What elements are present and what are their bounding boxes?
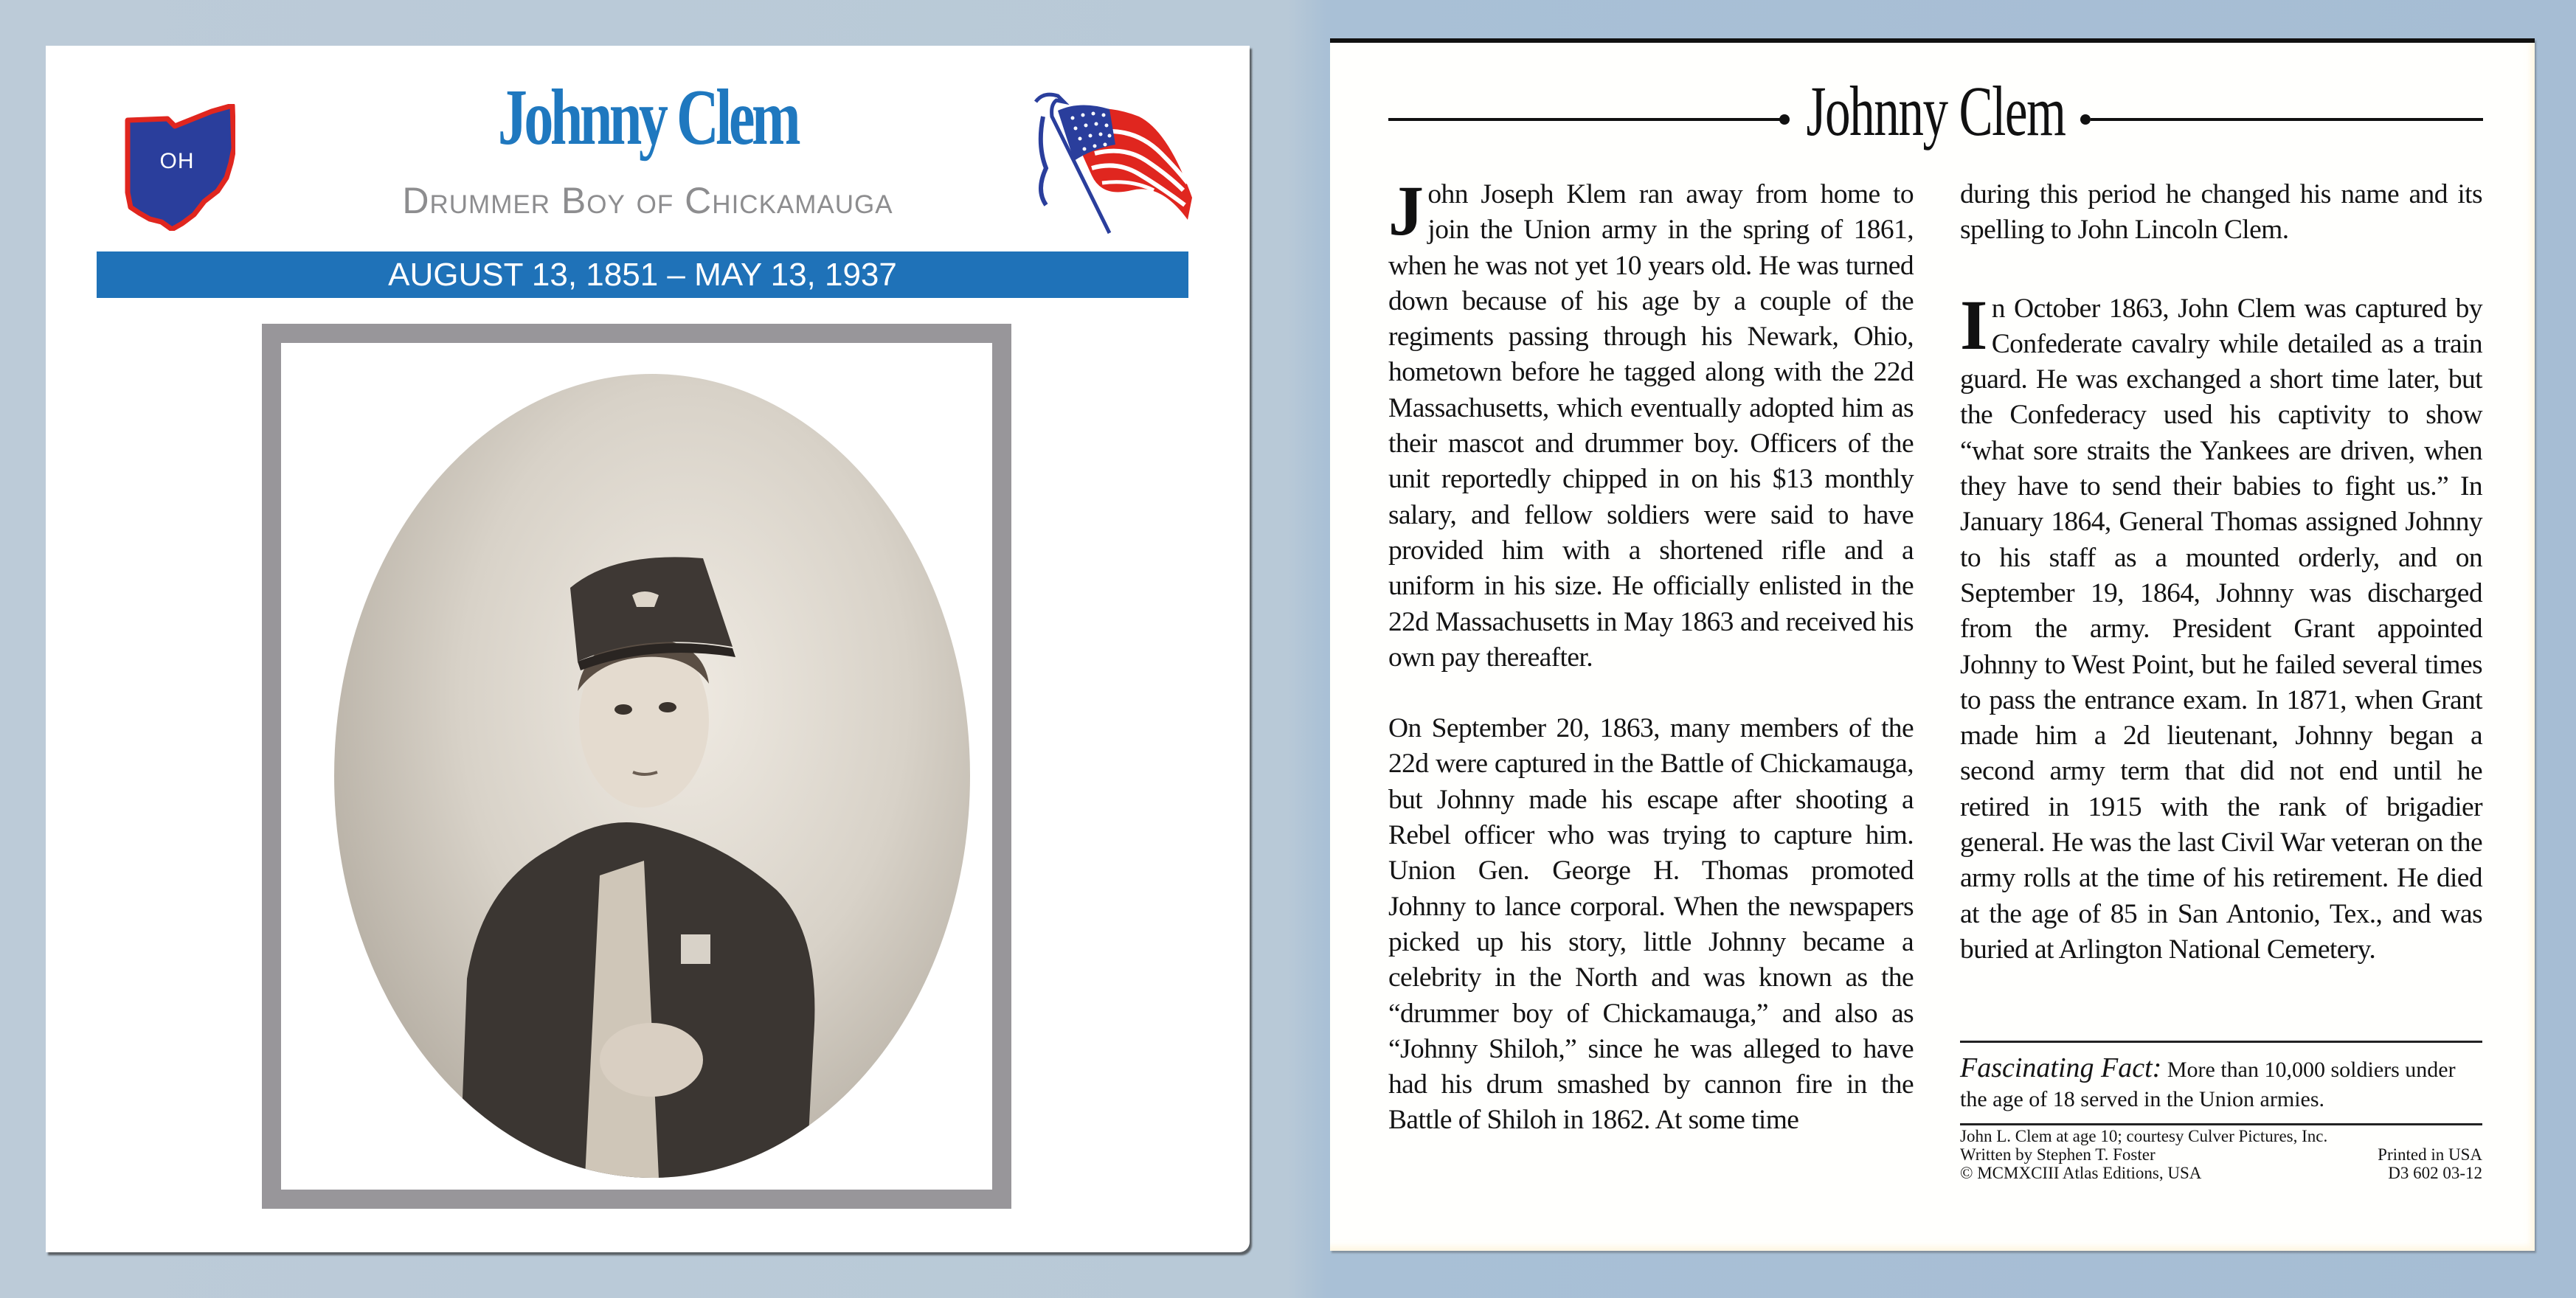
fascinating-fact-box (1960, 1041, 2482, 1125)
portrait-photo (334, 374, 970, 1178)
fact-text: More than 10,000 soldiers under the age of 18 served in the Union armies. (1960, 1058, 2456, 1111)
biography-column-right (1960, 177, 2482, 968)
biography-paragraph (1960, 177, 2482, 249)
biography-column-left (1388, 171, 1914, 1139)
front-subtitle: Drummer Boy of Chickamauga (402, 180, 893, 221)
credits-row (1960, 1145, 2482, 1164)
front-title: Johnny Clem (497, 74, 798, 162)
state-abbreviation: OH (159, 149, 195, 173)
card-code: D3 602 03-12 (2388, 1164, 2482, 1182)
fact-label: Fascinating Fact: (1960, 1052, 2162, 1083)
drop-cap: I (1960, 285, 1987, 364)
paragraph-text: n October 1863, John Clem was captured by Confederate cavalry while detailed as a train guard. He was exchanged a short time later, but the Confederacy used his captivity to show “what sore straits the Yankees are driven, when they have to send their babies to fight us.” In January 1864, General Thomas assigned Johnny to his staff as a mounted orderly, and on September 19, 1864, Johnny was discharged from the army. President Grant appointed Johnny to West Point, but he failed several times to pass the entrance exam. In 1871, when Grant made him a 2d lieutenant, Johnny began a second army term that did not end until he retired in 1915 with the rank of brigadier general. He was the last Civil War veteran on the army rolls at the time of his retirement. He died at the age of 85 in San Antonio, Tex., and was buried at Arlington National Cemetery. (1960, 293, 2482, 965)
printed-in: Printed in USA (2378, 1145, 2482, 1164)
title-rule-left (1388, 118, 1781, 121)
photo-credit: John L. Clem at age 10; courtesy Culver Pictures, Inc. (1960, 1127, 2328, 1145)
copyright: © MCMXCIII Atlas Editions, USA (1960, 1164, 2202, 1182)
photo-frame (262, 324, 1011, 1209)
credits-row (1960, 1164, 2482, 1182)
paragraph-text: ohn Joseph Klem ran away from home to join the Union army in the spring of 1861, when he was not yet 10 years old. He was turned down because of his age by a couple of the regiments passing through his Newark, Ohio, hometown before he tagged along with the 22d Massachusetts, which eventually adopted him as their mascot and drummer boy. Officers of the unit reportedly chipped in on his $13 monthly salary, and fellow soldiers were said to have provided him with a shortened rifle and a uniform in his size. He officially enlisted in the 22d Massachusetts in May 1863 and received his own pay thereafter. (1388, 179, 1914, 673)
credits-block (1960, 1127, 2482, 1182)
card-back (1330, 38, 2535, 1251)
life-dates-bar: AUGUST 13, 1851 – MAY 13, 1937 (97, 251, 1188, 298)
american-flag-icon (1021, 87, 1195, 242)
card-front (46, 46, 1250, 1252)
back-header (1388, 72, 2483, 153)
boy-soldier-portrait-image (334, 374, 970, 1178)
author-credit: Written by Stephen T. Foster (1960, 1145, 2156, 1164)
title-rule-right (2091, 118, 2483, 121)
biography-paragraph (1388, 711, 1914, 1139)
biography-paragraph (1388, 171, 1914, 676)
bullet-ornament-right-icon (2080, 114, 2091, 125)
back-title: Johnny Clem (1806, 72, 2066, 150)
paragraph-text: On September 20, 1863, many members of the 22d were captured in the Battle of Chickamauga, but Johnny made his escape after shooting a Rebel officer who was trying to capture him. Union Gen. George H. Thomas promoted Johnny to lance corporal. When the newspapers picked up his story, little Johnny became a celebrity in the North and was known as the “drummer boy of Chickamauga,” and also as “Johnny Shiloh,” since he was alleged to have had his drum smashed by cannon fire in the Battle of Shiloh in 1862. At some time (1388, 713, 1914, 1136)
paragraph-text: during this period he changed his name and its spelling to John Lincoln Clem. (1960, 179, 2482, 246)
drop-cap: J (1388, 171, 1424, 250)
biography-paragraph (1960, 285, 2482, 968)
